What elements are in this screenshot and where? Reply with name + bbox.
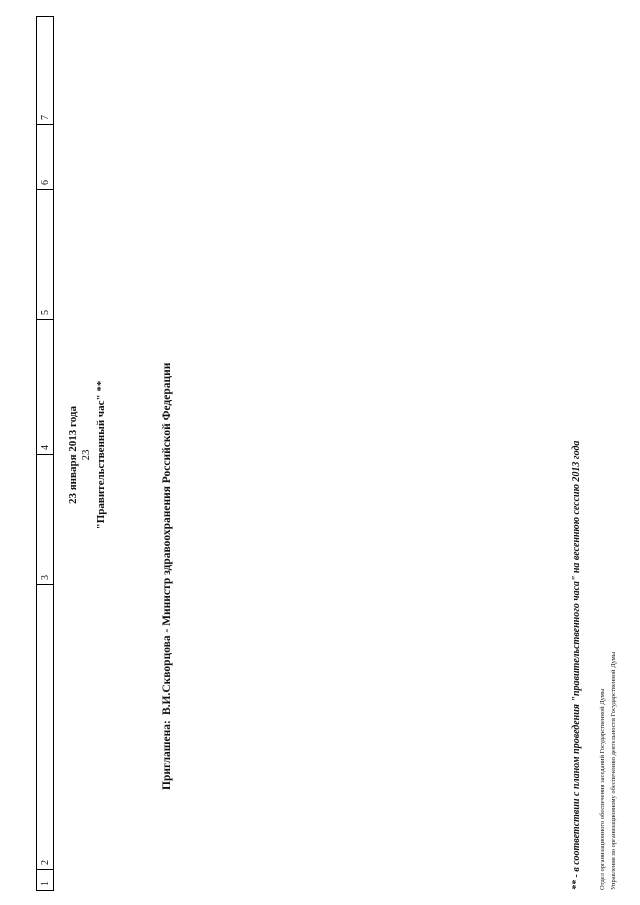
column-number-cell: 7: [37, 17, 53, 125]
column-number-row: [36, 16, 54, 891]
column-number-cell: 2: [37, 585, 53, 870]
column-number-cell: 4: [37, 320, 53, 455]
invitation-label: Приглашена:: [161, 720, 173, 790]
column-number-cell: 3: [37, 455, 53, 585]
footnote: ** - в соответствии с планом проведения "правительственного часа" на весеннюю сессию 2013 года: [571, 440, 582, 890]
organization-line-2: Управления по организационному обеспечению деятельности Государственной Думы: [610, 651, 617, 890]
session-date: 23 января 2013 года: [67, 405, 79, 505]
session-title: "Правительственный час" **: [95, 380, 107, 530]
column-number-cell: 5: [37, 190, 53, 320]
page-number: 23: [80, 449, 92, 461]
column-number-cell: 1: [40, 881, 51, 886]
invited-person: В.И.Скворцова - Министр здравоохранения Российской Федерации: [161, 362, 173, 715]
column-number-cell: 6: [37, 125, 53, 190]
organization-line-1: Отдел организационного обеспечения заседаний Государственной Думы: [599, 688, 606, 890]
